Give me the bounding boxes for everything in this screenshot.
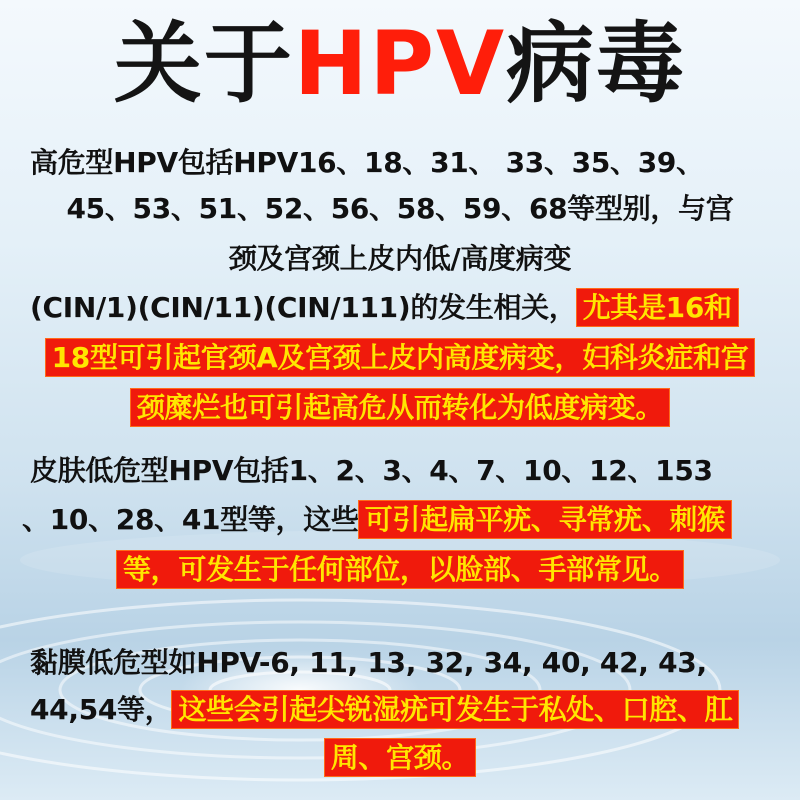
block2-line2 (22, 500, 792, 540)
block1-line6 (0, 388, 800, 428)
block2-line2-highlight: 可引起扁平疣、寻常疣、刺猴 (359, 501, 731, 538)
block1-line5-highlight: 18型可引起官颈A及宫颈上皮内高度病变，妇科炎症和宫 (46, 339, 755, 376)
block3-line2 (30, 690, 790, 730)
block3-line1: 黏膜低危型如HPV-6, 11, 13, 32, 34, 40, 42, 43, (30, 646, 707, 679)
block2-line3-highlight: 等，可发生于任何部位，以脸部、手部常见。 (117, 551, 683, 588)
block3-line2-highlight: 这些会引起尖锐湿疣可发生于私处、口腔、肛 (172, 691, 738, 728)
title-part-1: 关于 (113, 12, 294, 115)
block1-line5 (0, 338, 800, 378)
block1-line1: 高危型HPV包括HPV16、18、31、 33、35、39、 (30, 146, 704, 179)
block1-line4-text: (CIN/1)(CIN/11)(CIN/111)的发生相关， (30, 291, 577, 324)
block3-line2-text: 44,54等， (30, 693, 173, 726)
block1-line2: 45、53、51、52、56、58、59、68等型别，与宫 (66, 192, 734, 225)
block1-line3: 颈及宫颈上皮内低/高度病变 (228, 242, 572, 275)
block1-line4-highlight: 尤其是16和 (577, 289, 738, 326)
block3-line3-highlight: 周、宫颈。 (325, 739, 476, 776)
block3-line3 (0, 738, 800, 778)
block1-line6-highlight: 颈糜烂也可引起高危从而转化为低度病变。 (131, 389, 669, 426)
block2-line3 (0, 550, 800, 590)
title-part-3: 病毒 (506, 12, 687, 115)
block2-line2-text: 、10、28、41型等，这些 (22, 503, 359, 536)
block2-line1: 皮肤低危型HPV包括1、2、3、4、7、10、12、153 (30, 454, 713, 487)
title-part-hpv: HPV (293, 12, 507, 115)
page-title (0, 6, 800, 122)
block1-line4 (30, 288, 790, 328)
